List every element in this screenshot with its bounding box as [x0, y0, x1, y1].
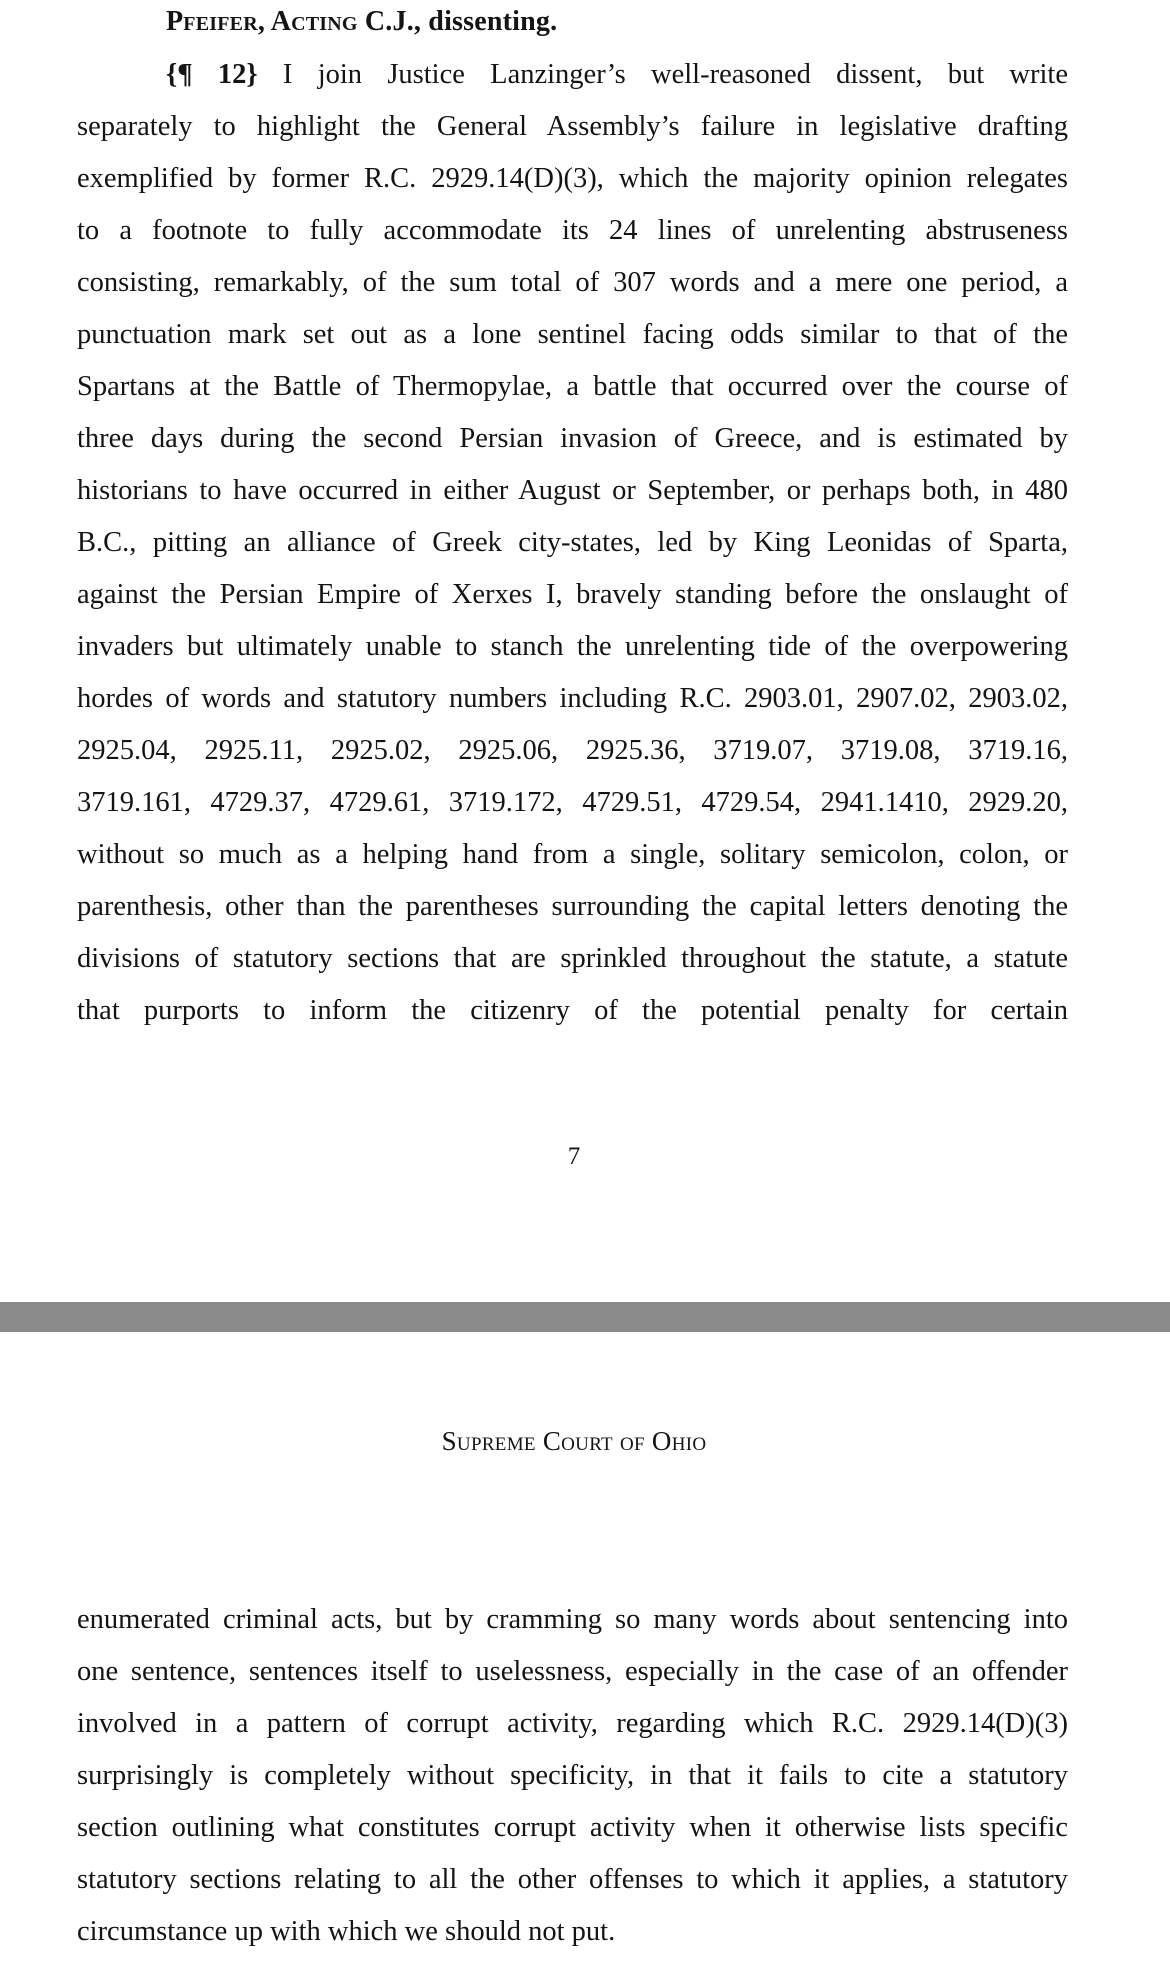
- text-line: B.C., pitting an alliance of Greek city-states, led by King Leonidas of Sparta,: [77, 527, 1068, 558]
- text-line: invaders but ultimately unable to stanch the unrelenting tide of the overpowering: [77, 631, 1068, 662]
- dissent-paragraph-continued: [77, 1594, 1068, 1958]
- text-line: statutory sections relating to all the other offenses to which it applies, a statutory: [77, 1864, 1068, 1895]
- text-line: consisting, remarkably, of the sum total of 307 words and a mere one period, a: [77, 267, 1068, 298]
- text-line: parenthesis, other than the parentheses surrounding the capital letters denoting the: [77, 891, 1068, 922]
- dissent-paragraph-12: [77, 49, 1068, 1037]
- text-line: to a footnote to fully accommodate its 24 lines of unrelenting abstruseness: [77, 215, 1068, 246]
- text-line: without so much as a helping hand from a single, solitary semicolon, colon, or: [77, 839, 1068, 870]
- running-head: Supreme Court of Ohio: [441, 1426, 707, 1456]
- text-line: hordes of words and statutory numbers including R.C. 2903.01, 2907.02, 2903.02,: [77, 683, 1068, 714]
- text-line: one sentence, sentences itself to uselessness, especially in the case of an offender: [77, 1656, 1068, 1687]
- opinion-author: Pfeifer, Acting C.J.: [166, 6, 414, 37]
- text-line: exemplified by former R.C. 2929.14(D)(3), which the majority opinion relegates: [77, 163, 1068, 194]
- opinion-type: , dissenting.: [413, 6, 558, 37]
- text-line: surprisingly is completely without specificity, in that it fails to cite a statutory: [77, 1760, 1068, 1791]
- text-line: separately to highlight the General Assembly’s failure in legislative drafting: [77, 111, 1068, 142]
- page-number: 7: [567, 1143, 581, 1170]
- text-line: against the Persian Empire of Xerxes I, bravely standing before the onslaught of: [77, 579, 1068, 610]
- text-line: 3719.161, 4729.37, 4729.61, 3719.172, 4729.51, 4729.54, 2941.1410, 2929.20,: [77, 787, 1068, 818]
- text-line: punctuation mark set out as a lone sentinel facing odds similar to that of the: [77, 319, 1068, 350]
- text-line: 2925.04, 2925.11, 2925.02, 2925.06, 2925.36, 3719.07, 3719.08, 3719.16,: [77, 735, 1068, 766]
- text-line: that purports to inform the citizenry of the potential penalty for certain: [77, 995, 1068, 1026]
- text-line: section outlining what constitutes corrupt activity when it otherwise lists specific: [77, 1812, 1068, 1843]
- page-separator: [0, 1302, 1170, 1332]
- paragraph-number: {¶ 12}: [166, 59, 258, 90]
- opinion-heading: [166, 2, 557, 42]
- text-line: involved in a pattern of corrupt activity, regarding which R.C. 2929.14(D)(3): [77, 1708, 1068, 1739]
- text-line: {¶ 12} I join Justice Lanzinger’s well-reasoned dissent, but write: [166, 59, 1068, 90]
- text-line: three days during the second Persian invasion of Greece, and is estimated by: [77, 423, 1068, 454]
- text-line: Spartans at the Battle of Thermopylae, a battle that occurred over the course of: [77, 371, 1068, 402]
- text-line: divisions of statutory sections that are sprinkled throughout the statute, a statute: [77, 943, 1068, 974]
- text-line: historians to have occurred in either August or September, or perhaps both, in 480: [77, 475, 1068, 506]
- text-line: enumerated criminal acts, but by cramming so many words about sentencing into: [77, 1604, 1068, 1635]
- text-line: circumstance up with which we should not put.: [77, 1916, 616, 1947]
